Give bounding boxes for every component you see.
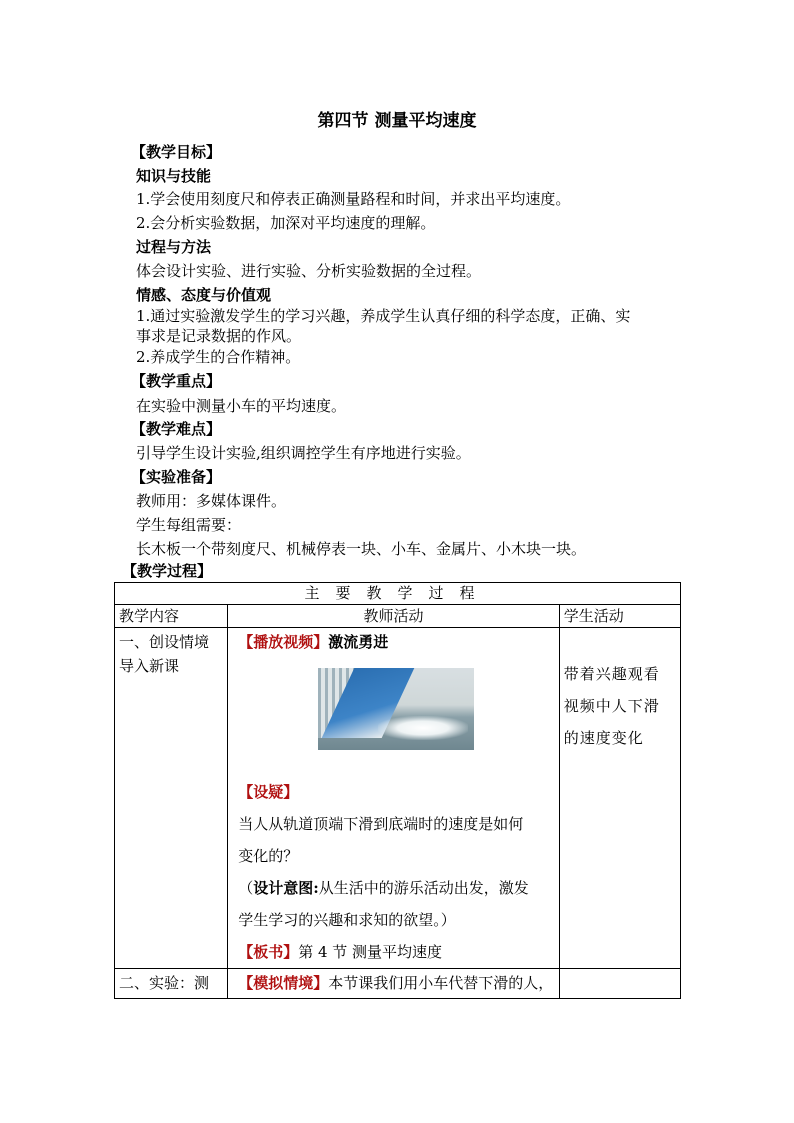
row1-content-line-1: 一、创设情境 bbox=[119, 633, 210, 651]
prep-student: 学生每组需要： bbox=[136, 516, 242, 534]
row1-content-line-2: 导入新课 bbox=[119, 657, 180, 675]
table-row: 一、创设情境 导入新课 【播放视频】激流勇进 【设疑】 当人从轨道顶端下滑到底端时的速度是如何 变化的？ （设计意图:从生活中的游乐活动出发，激发 学生学习的兴趣和求知的欲望。） 【板书】第 4 节 测量平均速度 带着兴趣观看 视频中人下滑 的速度变化 bbox=[115, 628, 681, 969]
video-title: 激流勇进 bbox=[328, 633, 389, 651]
col-header-content: 教学内容 bbox=[115, 605, 228, 628]
key-point-text: 在实验中测量小车的平均速度。 bbox=[136, 397, 347, 415]
difficulty-heading: 【教学难点】 bbox=[131, 420, 222, 438]
table-main-header: 主要教学过程 bbox=[115, 583, 681, 605]
tag-question: 【设疑】 bbox=[238, 783, 299, 801]
prep-heading: 【实验准备】 bbox=[131, 468, 222, 486]
process-method-text: 体会设计实验、进行实验、分析实验数据的全过程。 bbox=[136, 262, 482, 280]
teaching-process-heading: 【教学过程】 bbox=[122, 562, 213, 580]
student-activity-line-1: 带着兴趣观看 bbox=[563, 665, 660, 683]
design-intent-label: 设计意图: bbox=[253, 879, 319, 897]
prep-items: 长木板一个带刻度尺、机械停表一块、小车、金属片、小木块一块。 bbox=[136, 540, 587, 558]
question-line-1: 当人从轨道顶端下滑到底端时的速度是如何 bbox=[238, 815, 524, 833]
simulation-text: 本节课我们用小车代替下滑的人， bbox=[328, 974, 554, 992]
process-method-heading: 过程与方法 bbox=[136, 238, 212, 256]
knowledge-heading: 知识与技能 bbox=[136, 167, 212, 185]
row2-content: 二、实验：测 bbox=[115, 969, 228, 999]
objectives-heading: 【教学目标】 bbox=[131, 143, 222, 161]
design-intent-line-2: 学生学习的兴趣和求知的欲望。） bbox=[238, 911, 456, 929]
teaching-process-table bbox=[114, 582, 681, 999]
knowledge-item-1: 1.学会使用刻度尺和停表正确测量路程和时间，并求出平均速度。 bbox=[136, 190, 571, 208]
student-activity-line-2: 视频中人下滑 bbox=[563, 697, 660, 715]
rafting-slide-photo bbox=[318, 668, 474, 750]
prep-teacher: 教师用：多媒体课件。 bbox=[136, 492, 287, 510]
knowledge-item-2: 2.会分析实验数据，加深对平均速度的理解。 bbox=[136, 214, 436, 232]
blackboard-text: 第 4 节 测量平均速度 bbox=[298, 943, 443, 961]
question-line-2: 变化的？ bbox=[238, 847, 299, 865]
emotion-heading: 情感、态度与价值观 bbox=[136, 286, 272, 304]
col-header-teacher: 教师活动 bbox=[228, 605, 560, 628]
emotion-item-1-line-2: 事求是记录数据的作风。 bbox=[136, 327, 302, 345]
student-activity-line-3: 的速度变化 bbox=[563, 729, 644, 747]
page-title: 第四节 测量平均速度 bbox=[317, 111, 477, 131]
tag-simulation: 【模拟情境】 bbox=[238, 974, 329, 992]
col-header-student: 学生活动 bbox=[559, 605, 680, 628]
table-row bbox=[115, 969, 681, 999]
design-intent-line-1: 从生活中的游乐活动出发，激发 bbox=[318, 879, 529, 897]
key-point-heading: 【教学重点】 bbox=[131, 372, 222, 390]
tag-play-video: 【播放视频】 bbox=[238, 633, 329, 651]
emotion-item-1-line-1: 1.通过实验激发学生的学习兴趣，养成学生认真仔细的科学态度，正确、实 bbox=[136, 307, 631, 325]
emotion-item-2: 2.养成学生的合作精神。 bbox=[136, 348, 301, 366]
tag-blackboard: 【板书】 bbox=[238, 943, 299, 961]
difficulty-text: 引导学生设计实验,组织调控学生有序地进行实验。 bbox=[136, 444, 471, 462]
